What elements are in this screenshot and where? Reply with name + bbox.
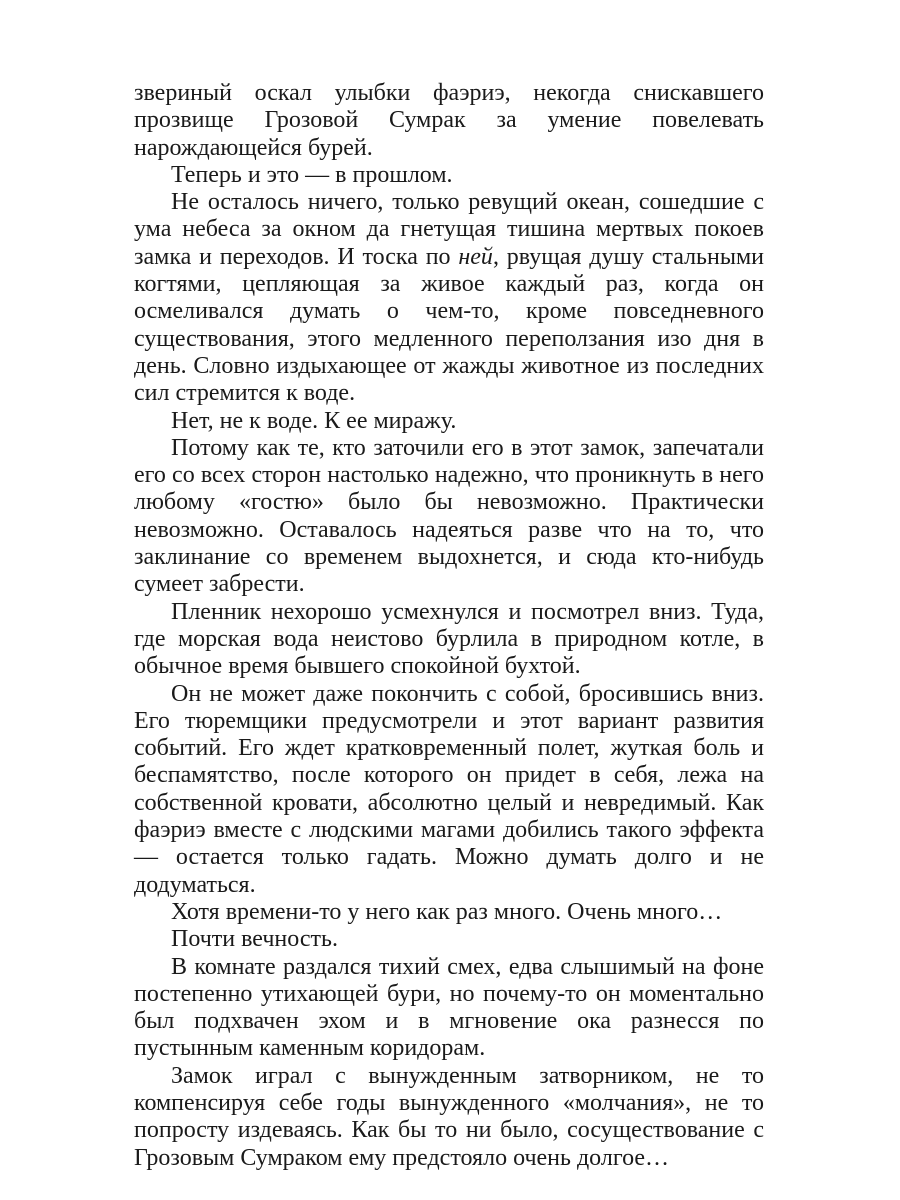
paragraph: Потому как те, кто заточили его в этот замок, запечатали его со всех сторон настолько надежно, что проникнуть в него любому «гостю» было бы невозможно. Практически невозможно. Оставалось надеяться разве что на то, что заклинание со временем выдохнется, и сюда кто-нибудь сумеет забрести. [134,434,764,598]
paragraph: Теперь и это — в прошлом. [171,161,453,188]
paragraph: Нет, не к воде. К ее миражу. [171,407,457,434]
paragraph: Почти вечность. [171,926,338,953]
emphasis: ней [458,243,493,270]
paragraph: Пленник нехорошо усмехнулся и посмотрел вниз. Туда, где морская вода неистово бурлила в природном котле, в обычное время бывшего спокойной бухтой. [134,598,764,680]
paragraph: Хотя времени-то у него как раз много. Очень много… [171,898,723,925]
paragraph: Замок играл с вынужденным затворником, не то компенсируя себе годы вынужденного «молчания», не то попросту издеваясь. Как бы то ни было, сосуществование с Грозовым Сумраком ему предстояло очень долгое… [134,1062,764,1171]
paragraph: В комнате раздался тихий смех, едва слышимый на фоне постепенно утихающей бури, но почему-то он моментально был подхвачен эхом и в мгновение ока разнесся по пустынным каменным коридорам. [134,953,764,1062]
paragraph: Он не может даже покончить с собой, бросившись вниз. Его тюремщики предусмотрели и этот вариант развития событий. Его ждет кратковременный полет, жуткая боль и беспамятство, после которого он придет в себя, лежа на собственной кровати, абсолютно целый и невредимый. Как фаэриэ вместе с людскими магами добились такого эффекта — остается только гадать. Можно думать долго и не додуматься. [134,680,764,898]
paragraph: Не осталось ничего, только ревущий океан, сошедшие с ума небеса за окном да гнетущая тишина мертвых покоев замка и переходов. И тоска по ней, рвущая душу стальными когтями, цепляющая за живое каждый раз, когда он осмеливался думать о чем-то, кроме повседневного существования, этого медленного переползания изо дня в день. Словно издыхающее от жажды животное из последних сил стремится к воде. [134,189,765,407]
body-text [134,80,764,1172]
paragraph: звериный оскал улыбки фаэриэ, некогда снискавшего прозвище Грозовой Сумрак за умение повелевать нарождающейся бурей. [134,80,764,161]
